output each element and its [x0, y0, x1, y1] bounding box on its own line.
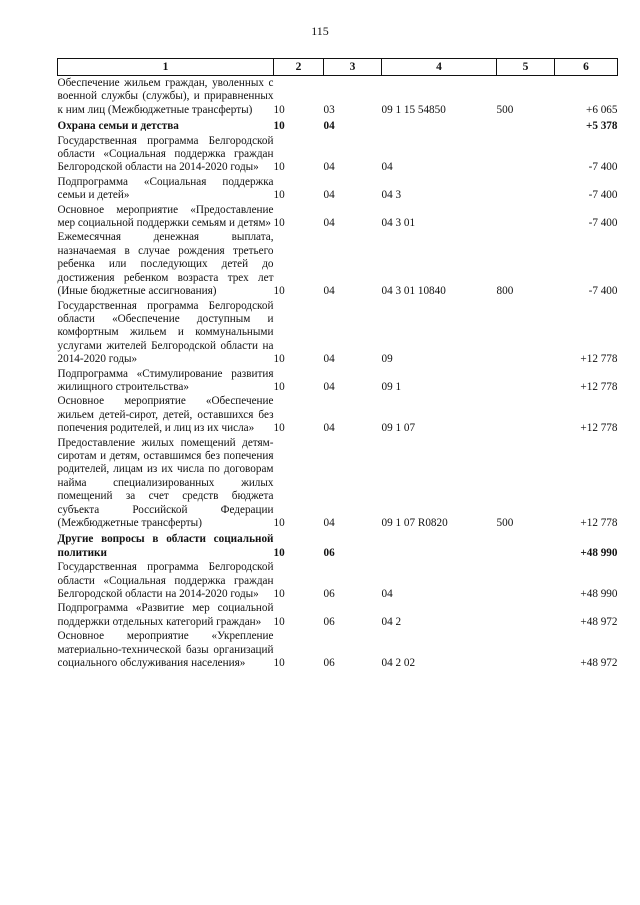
row-subsection-code: 04: [323, 517, 335, 529]
row-subsection-code: 04: [323, 161, 335, 174]
row-name: Подпрограмма «Социальная поддержка семьи и детей»: [57, 175, 274, 202]
row-section-code: 10: [273, 103, 285, 116]
row-subsection-code: 06: [323, 546, 335, 559]
row-amount: +5 378: [585, 120, 618, 133]
header-cell-2: 2: [274, 59, 324, 76]
table-row: [58, 367, 618, 395]
row-name: Основное мероприятие «Предоставление мер социальной поддержки семьям и детям»: [57, 203, 274, 230]
row-section-code: 10: [273, 546, 285, 559]
row-subsection-code: 06: [323, 588, 335, 601]
table-body: [58, 76, 618, 671]
row-subsection-code: 04: [323, 189, 335, 202]
row-amount: +48 972: [580, 615, 618, 628]
table-row: [58, 76, 618, 118]
row-expense-type: [497, 299, 555, 367]
row-target-article: 04 2 02: [381, 657, 416, 670]
row-name: Обеспечение жильем граждан, уволенных с военной службы (службы), и приравненных к ним лиц (Межбюджетные трансферты): [57, 77, 274, 116]
row-amount: -7 400: [588, 217, 618, 230]
row-subsection-code: 04: [323, 217, 335, 230]
table-row: [58, 299, 618, 367]
row-section-code: 10: [273, 615, 285, 628]
row-target-article: [382, 530, 497, 560]
row-section-code: 10: [273, 353, 285, 366]
row-section-code: 10: [273, 161, 285, 174]
row-target-article: 04 3 01: [381, 217, 416, 230]
row-target-article: 04 3 01 10840: [381, 285, 446, 298]
header-cell-3: 3: [324, 59, 382, 76]
row-section-code: 10: [273, 189, 285, 202]
row-section-code: 10: [273, 217, 285, 230]
row-target-article: 04 3: [381, 189, 402, 202]
row-name: Основное мероприятие «Обеспечение жильем детей-сирот, детей, оставшихся без попечения родителей, и лиц из их числа»: [57, 395, 274, 435]
row-subsection-code: 04: [323, 120, 335, 133]
header-cell-6: 6: [555, 59, 618, 76]
row-name: Государственная программа Белгородской области «Социальная поддержка граждан Белгородской области на 2014-2020 годы»: [57, 134, 274, 174]
table-row: [58, 560, 618, 601]
row-expense-type: [497, 394, 555, 435]
row-section-code: 10: [273, 588, 285, 601]
table-row: [58, 117, 618, 133]
row-expense-type: [497, 530, 555, 560]
header-row: [58, 59, 618, 76]
header-cell-5: 5: [497, 59, 555, 76]
row-expense-type: [497, 367, 555, 395]
row-expense-type: 500: [496, 517, 514, 529]
row-amount: +12 778: [580, 517, 618, 529]
row-target-article: [382, 117, 497, 133]
row-name: Предоставление жилых помещений детям-сиротам и детям, оставшимся без попечения родителей, лицам из их числа по договорам найма специализированных жилых помещений за счет средств бюджета субъекта Российской Федерации (Межбюджетные трансферты): [57, 436, 274, 529]
row-expense-type: 500: [496, 103, 514, 116]
table-row: [58, 530, 618, 560]
row-name: Охрана семьи и детства: [57, 120, 179, 133]
row-amount: -7 400: [588, 189, 618, 202]
row-target-article: 09 1 15 54850: [381, 103, 446, 116]
row-expense-type: [497, 175, 555, 203]
row-section-code: 10: [273, 120, 285, 133]
row-subsection-code: 06: [323, 615, 335, 628]
row-name: Подпрограмма «Стимулирование развития жилищного строительства»: [57, 367, 274, 393]
header-cell-4: 4: [382, 59, 497, 76]
row-subsection-code: 04: [323, 380, 335, 393]
row-subsection-code: 06: [323, 657, 335, 670]
row-target-article: 09 1 07 R0820: [381, 517, 448, 529]
row-target-article: 09 1: [381, 380, 402, 393]
row-section-code: 10: [273, 657, 285, 670]
row-target-article: 04: [381, 161, 393, 174]
row-subsection-code: 04: [323, 285, 335, 298]
row-expense-type: [497, 601, 555, 629]
row-name: Подпрограмма «Развитие мер социальной поддержки отдельных категорий граждан»: [57, 602, 274, 628]
row-amount: +48 972: [580, 657, 618, 670]
row-expense-type: [497, 134, 555, 175]
row-amount: +48 990: [580, 546, 618, 559]
header-cell-1: 1: [58, 59, 274, 76]
row-target-article: 04 2: [381, 615, 402, 628]
row-name: Другие вопросы в области социальной политики: [57, 533, 274, 559]
row-subsection-code: 03: [323, 103, 335, 116]
row-expense-type: [497, 560, 555, 601]
row-amount: +12 778: [580, 353, 618, 366]
table-row: [58, 394, 618, 435]
row-amount: +6 065: [586, 103, 618, 116]
row-name: Ежемесячная денежная выплата, назначаемая в случае рождения третьего ребенка или последующих детей до достижения ребенком возраста трех лет (Иные бюджетные ассигнования): [57, 231, 274, 298]
row-target-article: 09 1 07: [381, 422, 416, 435]
row-section-code: 10: [273, 517, 285, 529]
row-target-article: 04: [381, 588, 393, 601]
table-row: [58, 230, 618, 298]
table-row: [58, 203, 618, 231]
row-subsection-code: 04: [323, 422, 335, 435]
row-expense-type: 800: [496, 285, 514, 298]
table-row: [58, 601, 618, 629]
table-row: [58, 175, 618, 203]
row-subsection-code: 04: [323, 353, 335, 366]
page-number: 115: [311, 24, 329, 38]
row-name: Государственная программа Белгородской области «Социальная поддержка граждан Белгородской области на 2014-2020 годы»: [57, 561, 274, 601]
row-expense-type: [497, 629, 555, 670]
table-row: [58, 436, 618, 531]
table-row: [58, 629, 618, 670]
row-amount: -7 400: [588, 161, 618, 174]
row-section-code: 10: [273, 380, 285, 393]
table-row: [58, 134, 618, 175]
row-target-article: 09: [381, 353, 393, 366]
row-amount: +12 778: [580, 422, 618, 435]
row-amount: -7 400: [588, 285, 618, 298]
row-name: Основное мероприятие «Укрепление материально-технической базы организаций социального обслуживания населения»: [57, 630, 274, 670]
row-section-code: 10: [273, 422, 285, 435]
budget-table: [57, 58, 618, 670]
row-name: Государственная программа Белгородской области «Обеспечение доступным и комфортным жильем и коммунальными услугами жителей Белгородской области на 2014-2020 годы»: [57, 299, 274, 366]
row-amount: +12 778: [580, 380, 618, 393]
row-amount: +48 990: [580, 588, 618, 601]
row-expense-type: [497, 117, 555, 133]
row-section-code: 10: [273, 285, 285, 298]
row-expense-type: [497, 203, 555, 231]
